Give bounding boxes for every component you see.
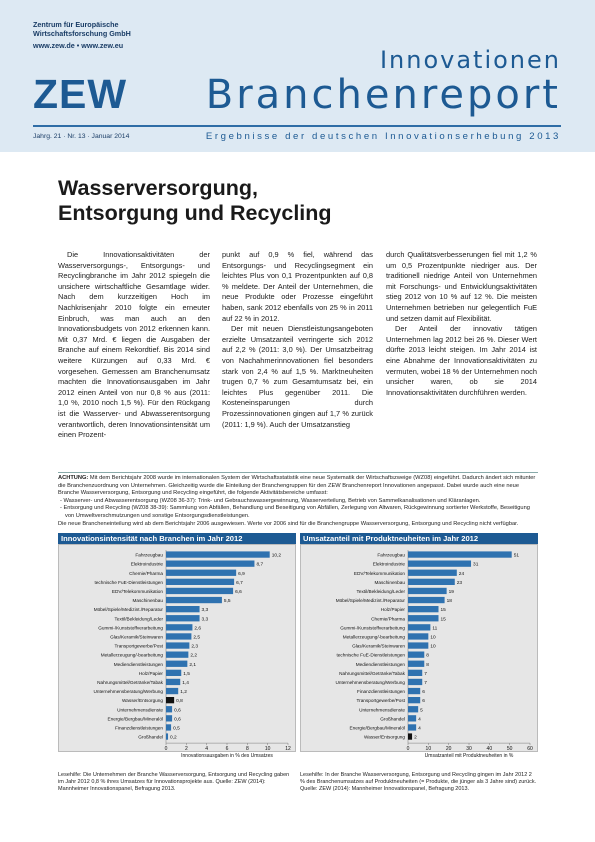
note-outro: Die neue Brancheneinteilung wird ab dem Berichtsjahr 2006 ausgewiesen. Werte vor 2006 sind für die Branchengruppe Wasserversorgung, Entsorgung und Recycling nicht verfügbar.: [58, 520, 519, 527]
x-axis-title: Umsatzanteil mit Produktneuheiten in %: [424, 753, 514, 760]
bar: [408, 679, 422, 685]
category-label: Chemie/Pharma: [129, 570, 163, 576]
bar: [408, 697, 420, 703]
bar: [166, 561, 254, 567]
category-label: technische FuE-Dienstleistungen: [336, 652, 405, 658]
bar: [166, 688, 178, 694]
text-column-1: [58, 250, 210, 441]
data-label: 15: [440, 608, 446, 614]
bar: [408, 633, 428, 639]
bar: [166, 597, 222, 603]
category-label: Textil/Bekleidung/Leder: [356, 588, 405, 594]
data-label: 6,9: [238, 571, 245, 577]
data-label: 3,3: [201, 608, 209, 614]
data-label: 0,2: [170, 735, 177, 741]
paragraph: punkt auf 0,9 % fiel, während das Entsorgungs- und Recyclingsegment ein leichtes Plus von 0,1 Prozentpunkten auf 0,8 % meldete. Der Anteil der Unternehmen, die neue Produkte oder Prozesse eingeführt haben, sank 2012 ebenfalls von 25 % in 2011 auf 22 % in 2012.: [222, 250, 373, 323]
data-label: 1,5: [183, 671, 190, 677]
bar: [166, 670, 181, 676]
data-label: 24: [458, 571, 465, 577]
data-label: 31: [473, 562, 479, 568]
data-label: 0,6: [174, 708, 181, 714]
paragraph: Der mit neuen Dienstleistungsangeboten erzielte Umsatzanteil verringerte sich 2012 auf 2,2 % (2011: 3,0 %). Der Umsatzbeitrag von Nachahmerinnovationen fiel besonders stark von 2,4 % auf 1,5 %. Marktneuheiten trugen 0,7 % zum Gesamtumsatz bei, ein leichtes Plus gegenüber 2011. Die Kosteneinsparungen durch Prozessinnovationen gingen auf 1,7 % zurück (2011: 1,9 %). Auch der Umsatzanstieg: [222, 324, 373, 429]
category-label: Finanzdienstleistungen: [357, 689, 405, 695]
category-label: Gummi-/Kunststoffverarbeitung: [340, 625, 405, 631]
chart-plot: [300, 544, 538, 760]
x-tick-label: 50: [506, 746, 513, 753]
org-urls: www.zew.de • www.zew.eu: [33, 41, 124, 50]
header-tagline: Ergebnisse der deutschen Innovationserhebung 2013: [205, 131, 561, 142]
category-label: Holz/Papier: [138, 670, 163, 676]
series-title: Innovationen: [379, 46, 561, 74]
header-divider: [33, 125, 561, 127]
methodology-note: [58, 472, 538, 528]
bar-highlight: [408, 733, 412, 739]
zew-logo: ZEW: [33, 71, 128, 117]
bar-highlight: [166, 697, 174, 703]
bar: [166, 679, 180, 685]
bar: [166, 652, 188, 658]
category-label: Wasser/Entsorgung: [364, 734, 405, 740]
category-label: Unternehmensdienste: [117, 707, 163, 713]
category-label: Großhandel: [138, 734, 163, 740]
category-label: Holz/Papier: [380, 607, 405, 613]
data-label: 10,2: [271, 553, 282, 559]
data-label: 3,3: [201, 617, 209, 623]
category-label: Maschinenbau: [374, 579, 405, 585]
article-title: [58, 176, 478, 226]
category-label: Unternehmensberatung/Werbung: [335, 679, 405, 685]
category-label: Unternehmensdienste: [359, 707, 405, 713]
bar: [408, 597, 445, 603]
data-label: 0,8: [176, 699, 183, 705]
bar: [408, 624, 430, 630]
paragraph: durch Qualitätsverbesserungen fiel mit 1,2 % um 0,5 Prozentpunkte niedriger aus. Der traditionell niedrige Anteil von Unternehmen mit Forschungs- und Entwicklungsaktivitäten stieg 2012 von 10 % auf 12 %. Die meisten Unternehmen betrieben nur gelegentlich FuE und setzen damit auf Flexibilität.: [386, 250, 537, 323]
data-label: 5,5: [223, 599, 231, 605]
bar: [408, 642, 428, 648]
bar: [166, 661, 187, 667]
data-label: 18: [446, 599, 452, 605]
x-tick-label: 6: [225, 746, 229, 753]
text-column-2: [222, 250, 373, 430]
data-label: 2,1: [189, 662, 197, 668]
bar: [166, 733, 168, 739]
category-label: Fahrzeugbau: [377, 552, 405, 558]
bar: [408, 688, 420, 694]
x-tick-label: 30: [466, 746, 472, 753]
bar: [166, 706, 172, 712]
data-label: 2,6: [194, 626, 202, 632]
data-label: 10: [430, 635, 436, 641]
note-bullet: - Entsorgung und Recycling (WZ08 38-39): Sammlung von Abfällen, Behandlung und Beseitigung von Abfällen, Zerlegung von Altwaren, Rückgewinnung sortierter Werkstoffe, Beseitigung von Umweltverschmutzungen und sonstige Entsorgungsdienstleistungen.: [60, 505, 530, 519]
category-label: Textil/Bekleidung/Leder: [114, 616, 163, 622]
x-tick-label: 0: [406, 746, 410, 753]
category-label: Energie/Bergbau/Mineralöl: [349, 725, 405, 731]
category-label: Energie/Bergbau/Mineralöl: [107, 716, 163, 722]
bar: [408, 670, 422, 676]
category-label: Elektroindustrie: [372, 561, 405, 567]
data-label: 7: [424, 671, 427, 677]
category-label: EDV/Telekommunikation: [111, 588, 163, 594]
bar: [166, 579, 234, 585]
data-label: 23: [456, 580, 463, 586]
data-label: 2: [414, 735, 417, 741]
category-label: Möbel/Spiele/Medizint./Reparatur: [335, 598, 405, 604]
data-label: 8: [426, 662, 429, 668]
category-label: Maschinenbau: [132, 598, 163, 604]
category-label: Großhandel: [380, 716, 405, 722]
category-label: Chemie/Pharma: [371, 616, 405, 622]
x-tick-label: 60: [527, 746, 533, 753]
chart-title: Innovationsintensität nach Branchen im Jahr 2012: [58, 533, 296, 544]
bar: [166, 615, 200, 621]
chart-innovation-intensity: [58, 533, 296, 760]
note-bullet: - Wasserver- und Abwasserentsorgung (WZ08 36-37): Trink- und Gebrauchswassergewinnung, Wasserverteilung, Betrieb von Sammelkanalisationen und Kläranlagen.: [60, 497, 481, 504]
category-label: Gummi-/Kunststoffverarbeitung: [98, 625, 163, 631]
bar: [408, 615, 439, 621]
data-label: 1,4: [182, 680, 189, 686]
x-tick-label: 4: [205, 746, 209, 753]
x-tick-label: 20: [445, 746, 452, 753]
bar: [408, 715, 416, 721]
chart-caption: Lesehilfe: Die Unternehmen der Branche Wasserversorgung, Entsorgung und Recycling gaben im Jahr 2012 0,8 % ihres Umsatzes für Innovationsprojekte aus. Quelle: ZEW (2014): Mannheimer Innovationspanel, Befragung 2013.: [58, 772, 290, 793]
data-label: 6: [422, 699, 425, 705]
data-label: 2,5: [193, 635, 201, 641]
data-label: 6,6: [235, 589, 242, 595]
category-label: Fahrzeugbau: [135, 552, 163, 558]
brand-title: Branchenreport: [205, 72, 561, 118]
data-label: 0,5: [173, 726, 180, 732]
data-label: 4: [418, 717, 421, 723]
bar: [166, 551, 270, 557]
data-label: 0,6: [174, 717, 181, 723]
data-label: 7: [424, 680, 427, 686]
bar: [408, 561, 471, 567]
bar: [166, 588, 233, 594]
bar: [408, 661, 424, 667]
bar: [166, 715, 172, 721]
bar: [408, 570, 457, 576]
data-label: 8: [426, 653, 429, 659]
data-label: 8,7: [256, 562, 264, 568]
chart-plot: [58, 544, 296, 760]
category-label: Nahrungsmittel/Getränke/Tabak: [339, 670, 405, 676]
bar: [408, 551, 512, 557]
data-label: 2,2: [190, 653, 198, 659]
category-label: Transportgewerbe/Post: [356, 698, 405, 704]
bar: [408, 706, 418, 712]
data-label: 2,3: [191, 644, 199, 650]
x-tick-label: 8: [245, 746, 249, 753]
data-label: 6,7: [236, 580, 243, 586]
bar: [166, 624, 192, 630]
org-name-line1: Zentrum für Europäische: [33, 20, 119, 29]
paragraph: Die Innovationsaktivitäten der Wasserversorgungs-, Entsorgungs- und Recyclingbranche im Jahr 2012 spiegeln die unsichere wirtschaftliche Gesamtlage wider. Nach dem kurzzeitigen Hoch im Nachkrisenjahr 2010 folgte ein erneuter Einbruch, was man auch an den Innovationsbudgets von 2012 erkennen kann. Mit 0,37 Mrd. € liegen die Ausgaben der Branche auf einem Rekordtief. Bis 2014 sind weitere Kürzungen auf 0,33 Mrd. € vorgesehen. Gemessen am Branchenumsatz machten die Innovationsausgaben im Jahr 2012 einen Anteil von nur 0,8 % aus (2011: 1,0 %, 2010 noch 1,5 %). Für den Rückgang ist die Wasserver- und Abwasserentsorgung verantwortlich, deren Innovationsintensität um einen Prozent-: [58, 250, 210, 440]
category-label: technische FuE-Dienstleistungen: [94, 579, 163, 585]
bar: [166, 642, 189, 648]
chart-title: Umsatzanteil mit Produktneuheiten im Jahr 2012: [300, 533, 538, 544]
data-label: 6: [422, 690, 425, 696]
category-label: Metallerzeugung/-bearbeitung: [100, 652, 163, 658]
category-label: Wasser/Entsorgung: [122, 698, 163, 704]
text-column-3: [386, 250, 537, 398]
category-label: Finanzdienstleistungen: [115, 725, 163, 731]
x-tick-label: 10: [264, 746, 271, 753]
bar: [408, 579, 455, 585]
issue-info: Jahrg. 21 · Nr. 13 · Januar 2014: [33, 133, 130, 140]
category-label: Elektroindustrie: [130, 561, 163, 567]
data-label: 19: [448, 589, 454, 595]
category-label: Glas/Keramik/Steinwaren: [110, 634, 163, 640]
report-header: [0, 0, 595, 168]
bar: [166, 606, 200, 612]
bar: [408, 606, 439, 612]
x-tick-label: 0: [164, 746, 168, 753]
category-label: Mediendienstleistungen: [355, 661, 405, 667]
category-label: Nahrungsmittel/Getränke/Tabak: [97, 679, 163, 685]
category-label: Unternehmensberatung/Werbung: [93, 689, 163, 695]
x-axis-title: Innovationsausgaben in % des Umsatzes: [181, 753, 273, 760]
note-label: ACHTUNG:: [58, 475, 89, 481]
data-label: 15: [440, 617, 446, 623]
paragraph: Der Anteil der innovativ tätigen Unternehmen lag 2012 bei 26 %. Dieser Wert dürfte 2013 leicht steigen. Im Jahr 2014 ist eine Abnahme der Innovationsaktivitäten zu vermuten, wobei 18 % der Unternehmen noch unsicher waren, ob sie 2014 Innovationsaktivitäten durchführen werden.: [386, 324, 537, 397]
data-label: 11: [432, 626, 438, 632]
bar: [408, 724, 416, 730]
x-tick-label: 10: [425, 746, 432, 753]
data-label: 4: [418, 726, 421, 732]
bar: [166, 724, 171, 730]
data-label: 10: [430, 644, 436, 650]
x-tick-label: 12: [285, 746, 291, 753]
chart-product-novelty-share: [300, 533, 538, 760]
chart-caption: Lesehilfe: In der Branche Wasserversorgung, Entsorgung und Recycling gingen im Jahr 2012 2 % des Branchenumsatzes auf Produktneuheiten (= Produkte, die jünger als 3 Jahre sind) zurück. Quelle: ZEW (2014): Mannheimer Innovationspanel, Befragung 2013.: [300, 772, 537, 793]
category-label: Glas/Keramik/Steinwaren: [352, 643, 405, 649]
x-tick-label: 40: [486, 746, 493, 753]
org-name-line2: Wirtschaftsforschung GmbH: [33, 29, 131, 38]
category-label: Transportgewerbe/Post: [114, 643, 163, 649]
x-tick-label: 2: [184, 746, 188, 753]
article-title-line2: Entsorgung und Recycling: [58, 201, 332, 225]
category-label: Möbel/Spiele/Medizint./Reparatur: [93, 607, 163, 613]
article-title-line1: Wasserversorgung,: [58, 176, 258, 200]
data-label: 51: [513, 553, 520, 559]
bar: [408, 588, 447, 594]
category-label: Metallerzeugung/-bearbeitung: [342, 634, 405, 640]
note-intro-text: Mit dem Berichtsjahr 2008 wurde im internationalen System der Wirtschaftsstatistik eine neue Systematik der Wirtschaftszweige (WZ08) eingeführt. Dadurch ändert sich mitunter die Branchenzuordnung von Unternehmen. Gleichzeitig wurde die Einteilung der Branchengruppen für den ZEW Branchenreport Innovationen angepasst. Dabei wurde auch eine neue Branche Wasserversorgung, Entsorgung und Recycling eingeführt, die folgende Aktivitätsbereiche umfasst:: [58, 475, 536, 497]
note-intro: [58, 475, 538, 498]
bar: [408, 652, 424, 658]
data-label: 1,2: [180, 690, 187, 696]
bar: [166, 633, 191, 639]
category-label: EDV/Telekommunikation: [353, 570, 405, 576]
bar: [166, 570, 236, 576]
data-label: 5: [420, 708, 423, 714]
category-label: Mediendienstleistungen: [113, 661, 163, 667]
